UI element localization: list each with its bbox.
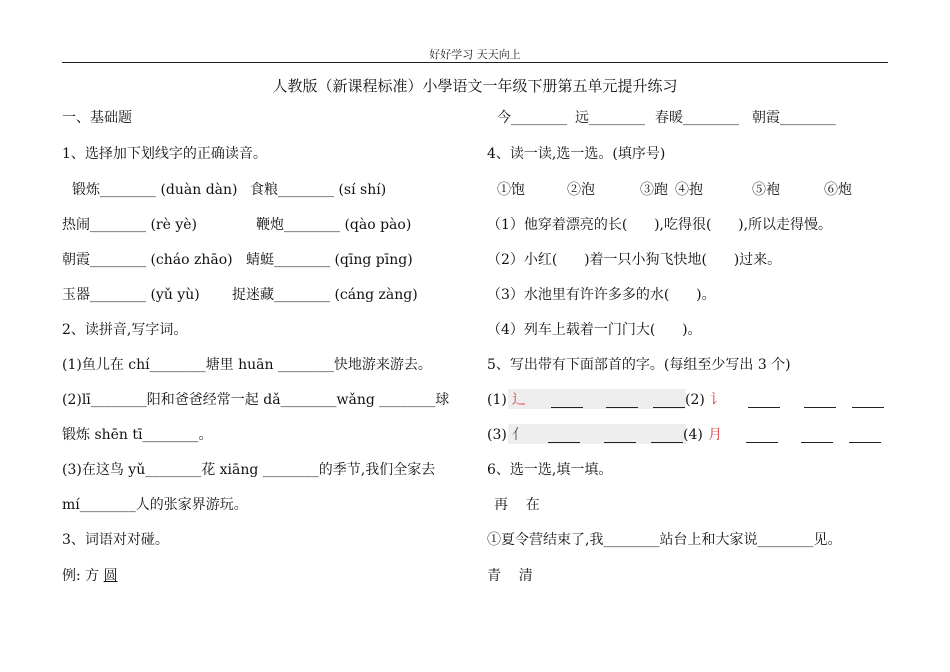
q1-item: 食粮________ (sí shí) [250, 182, 387, 198]
q4-option: ⑥炮 [824, 182, 852, 198]
q6-stem: 6、选一选,填一填。 [487, 462, 613, 478]
q2-line: (3)在这鸟 yǔ________花 xiāng ________的季节,我们全家去 [62, 462, 436, 478]
q5-blank [548, 428, 580, 443]
q5-radical: 讠 [710, 392, 724, 408]
q5-blank [748, 393, 780, 408]
q1-item: 朝霞________ (cháo zhāo) [62, 252, 233, 268]
q2-stem: 2、读拼音,写字词。 [62, 322, 188, 338]
q5-num: (4) [683, 427, 703, 443]
q5-radical: 辶 [512, 392, 526, 408]
q3-example-answer: 圆 [103, 568, 118, 584]
q5-radical: 月 [708, 427, 722, 443]
q4-item: （1）他穿着漂亮的长( ),吃得很( ),所以走得慢。 [487, 217, 833, 233]
q6-sentence: ①夏令营结束了,我________站台上和大家说________见。 [487, 532, 842, 548]
antonym-item: 远________ [575, 110, 645, 126]
q5-blank [651, 428, 683, 443]
q5-blank [746, 428, 778, 443]
q5-blank [551, 393, 583, 408]
q6-word-pair: 再 在 [494, 497, 540, 513]
q2-line: (1)鱼儿在 chí________塘里 huān ________快地游来游去。 [62, 357, 432, 373]
q1-item: 锻炼________ (duàn dàn) [72, 182, 238, 198]
q2-line: 锻炼 shēn tī________。 [62, 427, 213, 443]
q2-line: mí________人的张家界游玩。 [62, 497, 248, 513]
q4-option: ④抱 [675, 182, 703, 198]
q3-stem: 3、词语对对碰。 [62, 532, 169, 548]
q5-blank [653, 393, 685, 408]
q6-word-pair: 青 清 [487, 568, 533, 584]
header-motto: 好好学习 天天向上 [429, 48, 521, 61]
q1-item: 热闹________ (rè yè) [62, 217, 197, 233]
q3-example [62, 567, 118, 585]
q4-stem: 4、读一读,选一选。(填序号) [487, 146, 666, 162]
q1-item: 捉迷藏________ (cáng zànɡ) [232, 287, 418, 303]
q5-blank [852, 393, 884, 408]
q4-option: ⑤袍 [752, 182, 780, 198]
q5-blank [801, 428, 833, 443]
page-title: 人教版（新课程标准）小學语文一年级下册第五单元提升练习 [272, 77, 678, 95]
section-basic: 一、基础题 [62, 110, 132, 126]
q5-radical: 亻 [512, 427, 526, 443]
q5-stem: 5、写出带有下面部首的字。(每组至少写出 3 个) [487, 357, 791, 373]
q1-item: 蜻蜓________ (qīng pīng) [246, 252, 413, 268]
q1-stem: 1、选择加下划线字的正确读音。 [62, 146, 267, 162]
q5-blank [606, 393, 638, 408]
q5-blank [804, 393, 836, 408]
q4-item: （3）水池里有许许多多的水( )。 [487, 287, 716, 303]
q5-num: (3) [487, 427, 507, 443]
q1-item: 鞭炮________ (qào pào) [256, 217, 412, 233]
q4-option: ②泡 [567, 182, 595, 198]
antonym-item: 朝霞________ [752, 110, 836, 126]
q5-num: (1) [487, 392, 507, 408]
q3-example-label: 例: 方 [62, 568, 100, 584]
q4-option: ①饱 [497, 182, 525, 198]
q1-item: 玉器________ (yǔ yù) [62, 287, 200, 303]
q2-line: (2)lī________阳和爸爸经常一起 dǎ________wǎng ________球 [62, 392, 450, 408]
q5-blank [604, 428, 636, 443]
antonym-item: 春暖________ [655, 110, 739, 126]
antonym-item: 今________ [497, 110, 567, 126]
q4-item: （4）列车上载着一门门大( )。 [487, 322, 702, 338]
q5-blank [849, 428, 881, 443]
header-rule [62, 62, 888, 63]
q5-num: (2) [685, 392, 705, 408]
q4-option: ③跑 [640, 182, 668, 198]
q4-item: （2）小红( )着一只小狗飞快地( )过来。 [487, 252, 782, 268]
